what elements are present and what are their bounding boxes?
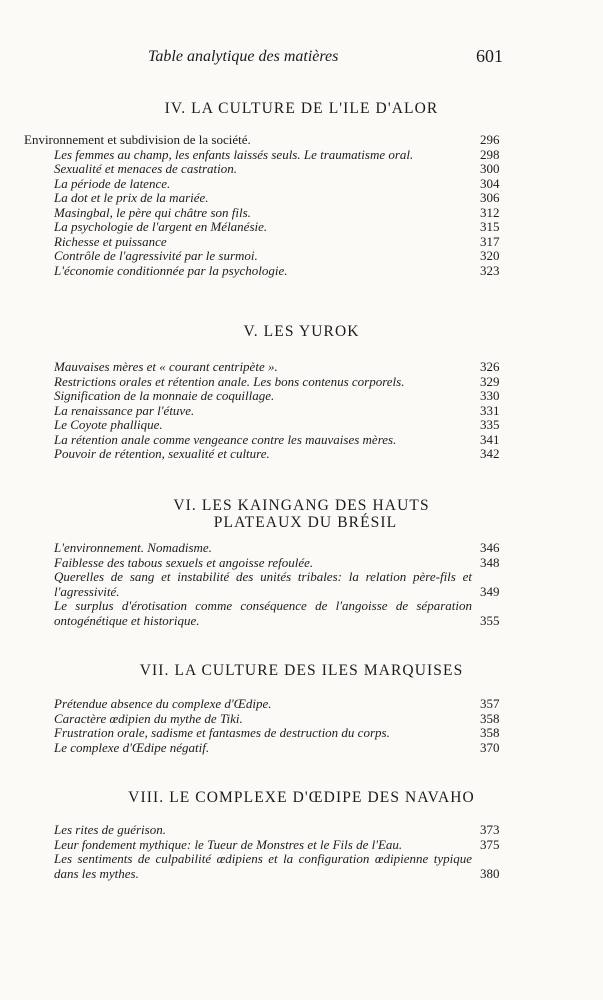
toc-entry (0, 433, 603, 448)
toc-entry (0, 823, 603, 838)
entry-page: 304 (480, 175, 500, 191)
entry-text: Pouvoir de rétention, sexualité et culture. (54, 446, 270, 461)
entry-text: Richesse et puissance (54, 233, 167, 249)
toc-entry (0, 360, 603, 375)
entry-page: 349 (480, 583, 500, 599)
entry-page: 298 (480, 146, 500, 162)
entry-text: Mauvaises mères et « courant centripète ». (54, 359, 278, 374)
section-vi-entries (0, 541, 603, 628)
section-vii (0, 662, 603, 679)
entry-text: Les rites de guérison. (54, 822, 166, 837)
entry-page: 341 (480, 431, 500, 447)
entry-page: 330 (480, 388, 500, 403)
toc-entry (0, 447, 603, 462)
running-title: Table analytique des matières (148, 48, 339, 65)
entry-page: 370 (480, 739, 500, 755)
toc-entry (0, 389, 603, 404)
entry-text: La psychologie de l'argent en Mélanésie. (54, 219, 268, 234)
toc-entry (0, 838, 603, 853)
entry-page: 331 (480, 402, 500, 418)
toc-entry (0, 697, 603, 712)
page-number: 601 (476, 46, 503, 66)
entry-text: L'environnement. Nomadisme. (54, 540, 212, 555)
entry-page: 358 (480, 710, 500, 726)
section-title: IV. LA CULTURE DE L'ILE D'ALOR (164, 100, 439, 117)
entry-text: Prétendue absence du complexe d'Œdipe. (54, 696, 272, 711)
section-title-line-2: PLATEAUX DU BRÉSIL (213, 514, 398, 531)
entry-text: Faiblesse des tabous sexuels et angoisse refoulée. (54, 554, 314, 570)
entry-text: Frustration orale, sadisme et fantasmes de destruction du corps. (54, 725, 390, 740)
entry-page: 346 (480, 540, 500, 555)
toc-entry (0, 599, 603, 628)
entry-page: 342 (480, 446, 500, 461)
entry-text: Querelles de sang et instabilité des unités tribales: la relation père-fils et l'agressivité. (54, 569, 472, 599)
entry-text: L'économie conditionnée par la psychologie. (54, 262, 288, 278)
entry-text: Le complexe d'Œdipe négatif. (54, 739, 210, 755)
entry-text: Contrôle de l'agressivité par le surmoi. (54, 248, 258, 263)
entry-text: Leur fondement mythique: le Tueur de Monstres et le Fils de l'Eau. (54, 836, 403, 852)
section-title: VII. LA CULTURE DES ILES MARQUISES (139, 662, 464, 679)
toc-entry (0, 541, 603, 556)
section-iv-entries (0, 133, 603, 278)
toc-entry (0, 162, 603, 177)
toc-entry (0, 206, 603, 221)
entry-text: La période de latence. (54, 175, 171, 191)
entry-text: La dot et le prix de la mariée. (54, 190, 209, 205)
entry-text: La renaissance par l'étuve. (54, 402, 195, 418)
toc-entry (0, 741, 603, 756)
section-vi (0, 497, 603, 531)
toc-entry (0, 133, 603, 148)
section-viii (0, 789, 603, 806)
entry-text: Les sentiments de culpabilité œdipiens et la configuration œdipienne typique dans les mythes. (54, 851, 472, 881)
entry-page: 315 (480, 219, 500, 234)
entry-text: Masingbal, le père qui châtre son fils. (54, 204, 251, 220)
entry-page: 380 (480, 865, 500, 881)
toc-entry (0, 177, 603, 192)
section-iv (0, 100, 603, 117)
section-vii-entries (0, 697, 603, 755)
entry-page: 306 (480, 190, 500, 205)
toc-entry (0, 404, 603, 419)
entry-text: Signification de la monnaie de coquillage. (54, 388, 275, 403)
toc-entry (0, 220, 603, 235)
entry-page: 357 (480, 696, 500, 711)
entry-page: 323 (480, 262, 500, 278)
entry-text: Environnement et subdivision de la société. (24, 132, 251, 147)
toc-entry (0, 712, 603, 727)
entry-page: 348 (480, 554, 500, 570)
entry-page: 326 (480, 359, 500, 374)
entry-page: 335 (480, 417, 500, 432)
section-title: V. LES YUROK (243, 323, 360, 340)
entry-text: Sexualité et menaces de castration. (54, 161, 238, 176)
toc-entry (0, 556, 603, 571)
toc-entry (0, 852, 603, 881)
entry-page: 355 (480, 612, 500, 628)
section-title-line-1: VI. LES KAINGANG DES HAUTS (173, 497, 430, 514)
entry-page: 312 (480, 204, 500, 220)
entry-text: La rétention anale comme vengeance contre les mauvaises mères. (54, 431, 397, 447)
entry-page: 358 (480, 725, 500, 740)
section-v (0, 323, 603, 340)
entry-text: Le surplus d'érotisation comme conséquence de l'angoisse de séparation ontogénétique et historique. (54, 598, 472, 628)
toc-entry (0, 418, 603, 433)
section-title: VIII. LE COMPLEXE D'ŒDIPE DES NAVAHO (128, 789, 475, 806)
entry-page: 296 (480, 132, 500, 147)
toc-entry (0, 264, 603, 279)
toc-entry (0, 148, 603, 163)
entry-page: 375 (480, 836, 500, 852)
toc-entry (0, 191, 603, 206)
entry-page: 373 (480, 822, 500, 837)
entry-page: 300 (480, 161, 500, 176)
toc-entry (0, 249, 603, 264)
entry-text: Restrictions orales et rétention anale. Les bons contenus corporels. (54, 373, 405, 389)
entry-page: 317 (480, 233, 500, 249)
entry-text: Caractère œdipien du mythe de Tiki. (54, 710, 243, 726)
toc-entry (0, 570, 603, 599)
entry-page: 320 (480, 248, 500, 263)
toc-entry (0, 726, 603, 741)
running-header (0, 48, 603, 70)
section-v-entries (0, 360, 603, 462)
toc-entry (0, 375, 603, 390)
entry-text: Le Coyote phallique. (54, 417, 163, 432)
entry-page: 329 (480, 373, 500, 389)
toc-entry (0, 235, 603, 250)
entry-text: Les femmes au champ, les enfants laissés seuls. Le traumatisme oral. (54, 146, 414, 162)
section-viii-entries (0, 823, 603, 881)
